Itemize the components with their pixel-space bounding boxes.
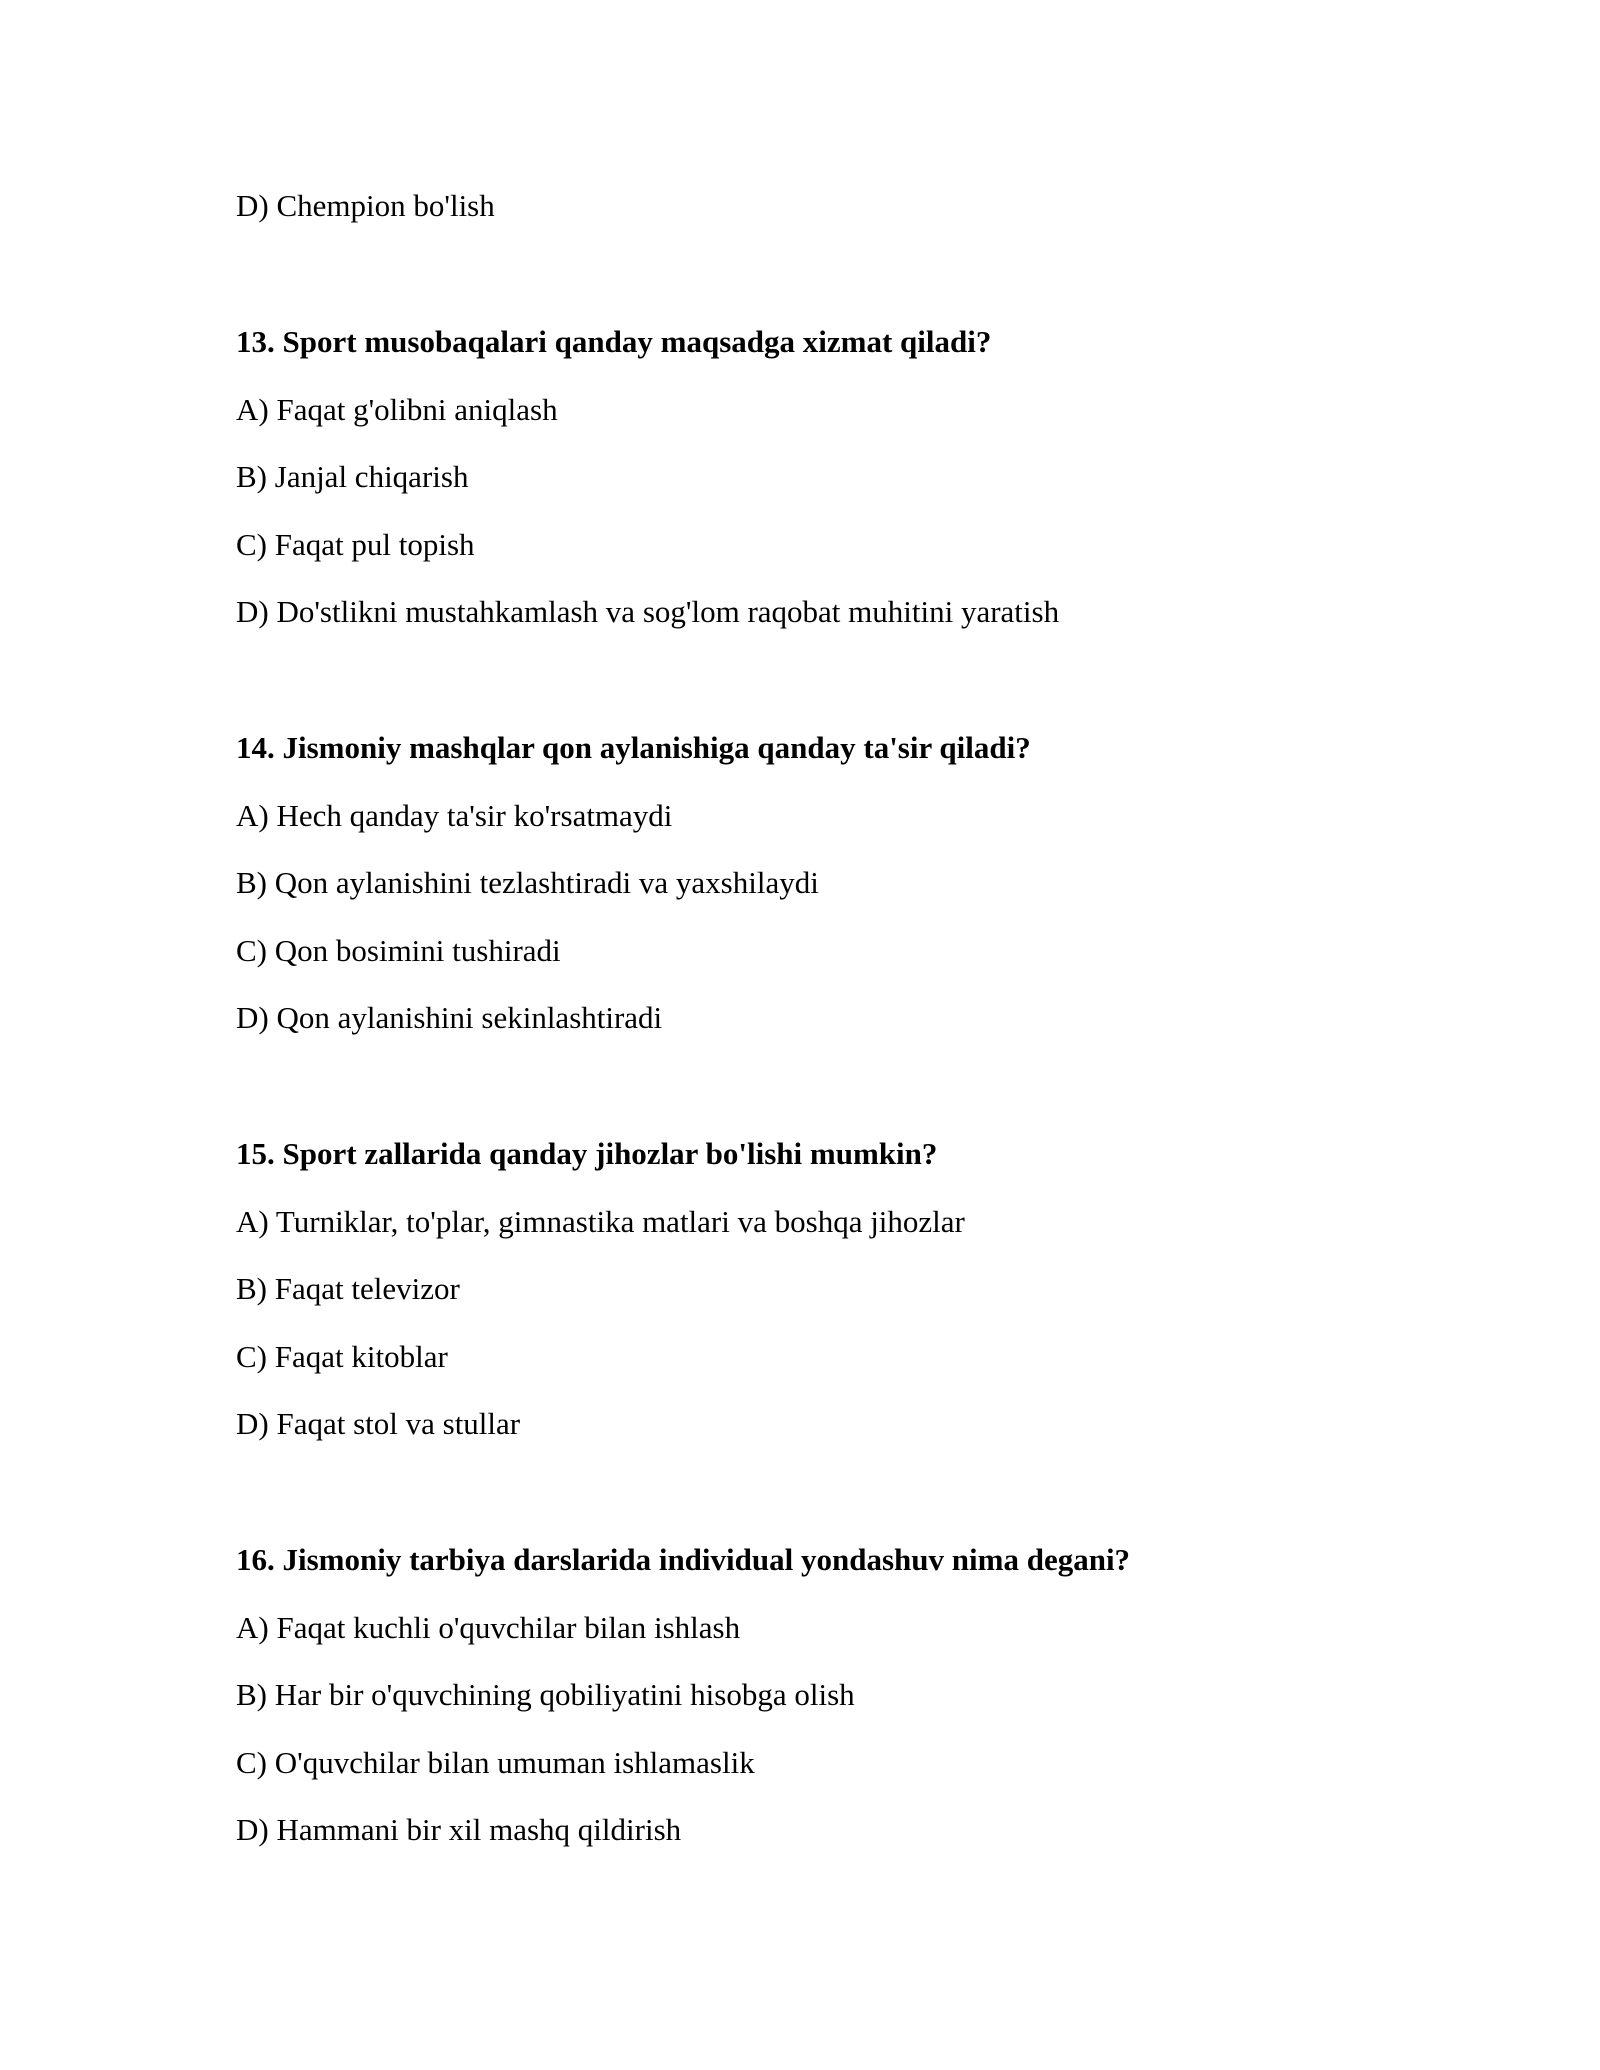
question-16: 16. Jismoniy tarbiya darslarida individual yondashuv nima degani? — [236, 1542, 1131, 1577]
question-14: 14. Jismoniy mashqlar qon aylanishiga qanday ta'sir qiladi? — [236, 730, 1031, 765]
question-14-option-d: D) Qon aylanishini sekinlashtiradi — [236, 1000, 663, 1035]
question-16-option-b: B) Har bir o'quvchining qobiliyatini hisobga olish — [236, 1677, 855, 1712]
question-16-option-a: A) Faqat kuchli o'quvchilar bilan ishlash — [236, 1610, 741, 1645]
carryover-option-d: D) Chempion bo'lish — [236, 188, 495, 223]
question-14-option-b: B) Qon aylanishini tezlashtiradi va yaxshilaydi — [236, 865, 819, 900]
question-15-option-d: D) Faqat stol va stullar — [236, 1406, 521, 1441]
question-15: 15. Sport zallarida qanday jihozlar bo'lishi mumkin? — [236, 1136, 938, 1171]
question-14-option-c: C) Qon bosimini tushiradi — [236, 933, 561, 968]
question-15-option-c: C) Faqat kitoblar — [236, 1339, 448, 1374]
question-16-option-c: C) O'quvchilar bilan umuman ishlamaslik — [236, 1745, 755, 1780]
question-13-option-a: A) Faqat g'olibni aniqlash — [236, 392, 558, 427]
question-14-option-a: A) Hech qanday ta'sir ko'rsatmaydi — [236, 798, 673, 833]
question-13-option-d: D) Do'stlikni mustahkamlash va sog'lom raqobat muhitini yaratish — [236, 594, 1060, 629]
question-13: 13. Sport musobaqalari qanday maqsadga xizmat qiladi? — [236, 324, 992, 359]
question-16-option-d: D) Hammani bir xil mashq qildirish — [236, 1812, 682, 1847]
question-13-option-c: C) Faqat pul topish — [236, 527, 475, 562]
question-13-option-b: B) Janjal chiqarish — [236, 459, 469, 494]
question-15-option-a: A) Turniklar, to'plar, gimnastika matlari va boshqa jihozlar — [236, 1204, 965, 1239]
question-15-option-b: B) Faqat televizor — [236, 1271, 460, 1306]
